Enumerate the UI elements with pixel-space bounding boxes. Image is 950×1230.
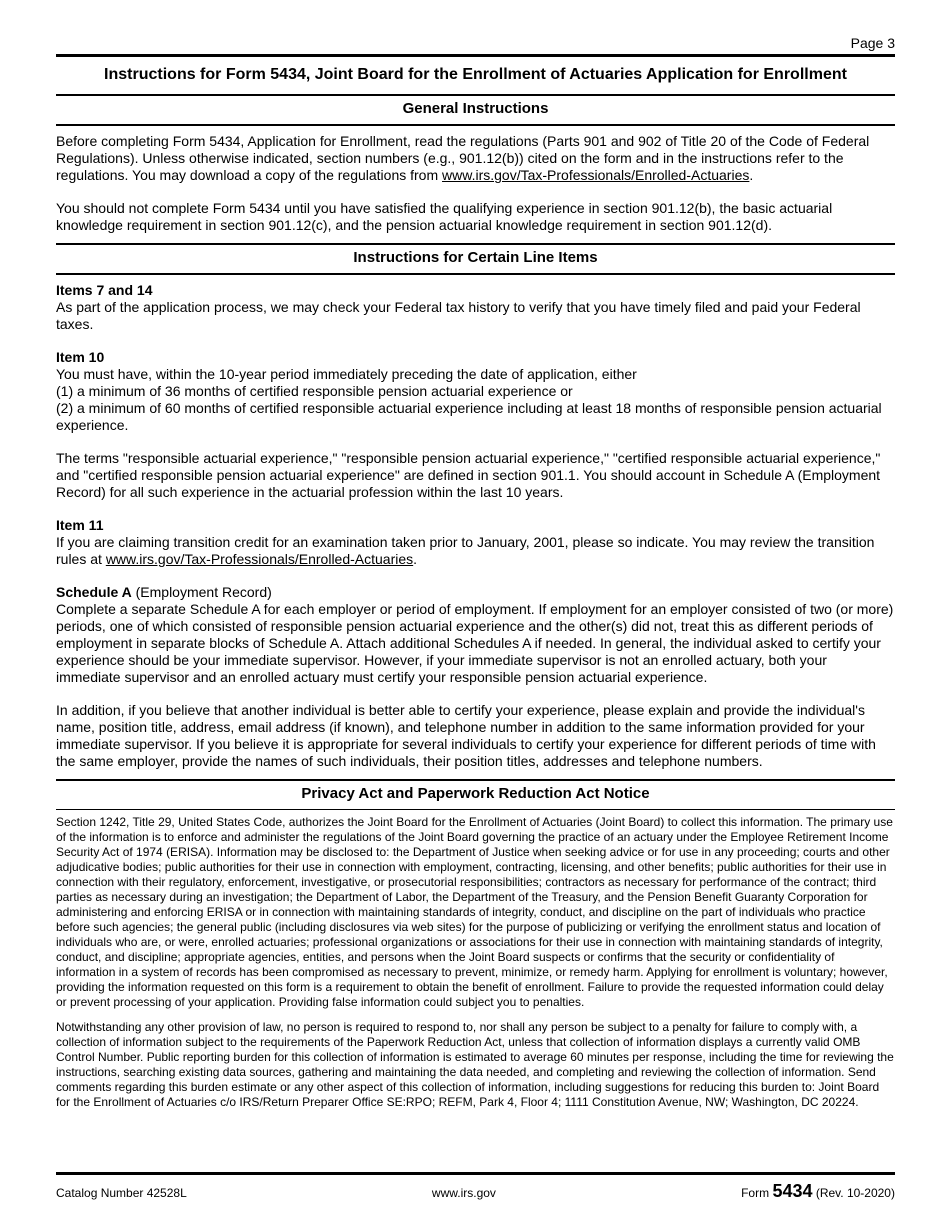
page-number: Page 3 [850,35,895,51]
line-items-heading: Instructions for Certain Line Items [353,249,598,266]
schedule-a-paragraph-2: In addition, if you believe that another individual is better able to certify your experience, please explain and provide the individual's name, position title, address, email address (if known), and telephone number in addition to the same information provided for your immediate supervisor. If you believe it is appropriate for several individuals to certify your experience for different periods of time with the same employer, provide the names of such individuals, their position titles, addresses and telephone numbers. [56,702,876,769]
item-10-line-3: (2) a minimum of 60 months of certified responsible actuarial experience including at least 18 months of responsible pension actuarial experience. [56,400,882,433]
catalog-number: Catalog Number 42528L [56,1186,187,1200]
item-10-paragraph-2: The terms "responsible actuarial experience," "responsible pension actuarial experience," "certified responsible actuarial experience," and "certified responsible pension actuarial experience" are defined in section 901.1. You should account in Schedule A (Employment Record) for all such experience in the actuarial profession within the last 10 years. [56,450,881,500]
regulations-link[interactable]: www.irs.gov/Tax-Professionals/Enrolled-Actuaries [442,167,750,183]
item-10-line-2: (1) a minimum of 36 months of certified responsible pension actuarial experience or [56,383,573,399]
privacy-section [56,815,895,1110]
general-paragraph-1: Before completing Form 5434, Application for Enrollment, read the regulations (Parts 901 and 902 of Title 20 of the Code of Federal Regulations). Unless otherwise indicated, section numbers (e.g., 901.12(b)) cited on the form and in the instructions refer to the regulations. You may download a copy of the regulations from www.irs.gov/Tax-Professionals/Enrolled-Actuaries. [56,133,870,183]
page [56,0,895,1110]
item-10-line-1: You must have, within the 10-year period immediately preceding the date of application, either [56,366,637,382]
general-paragraph-2: You should not complete Form 5434 until you have satisfied the qualifying experience in section 901.12(b), the basic actuarial knowledge requirement in section 901.12(c), and the pension actuarial knowledge requirement in section 901.12(d). [56,200,833,233]
privacy-paragraph-1: Section 1242, Title 29, United States Code, authorizes the Joint Board for the Enrollment of Actuaries (Joint Board) to collect this information. The primary use of the information is to enforce and administer the regulations of the Joint Board governing the practice of an actuary under the Employee Retirement Income Security Act of 1974 (ERISA). Information may be disclosed to: the Department of Justice when seeking advice or for use in any proceeding; courts and other adjudicative bodies; public authorities for their use in connection with employment, contracting, licensing, and other benefits; public authorities for their use in connection with their regulatory, enforcement, investigative, or prosecutorial responsibilities; contractors as necessary for performance of the contract; third parties as necessary during an investigation; the Department of Labor, the Department of the Treasury, and the Pension Benefit Guaranty Corporation for administering and enforcing ERISA or in connection with maintaining standards of integrity, conduct, and discipline on the part of individuals who practice before such agencies; the general public (including disclosures via web sites) for the purpose of publicizing or verifying the enrollment status and location of individuals who are, or were, enrolled actuaries; professional organizations or associations for their use in connection with maintaining standards of integrity, conduct, and discipline; appropriate agencies, entities, and persons when the Joint Board suspects or confirms that the security or confidentiality of information in a system of records has been compromised as necessary to prevent, minimize, or remedy harm. Applying for enrollment is voluntary; however, providing the information requested on this form is a requirement to obtain the benefit of enrollment. Failure to provide the requested information could delay or prevent processing of your application. Providing false information could subject you to penalties. [56,815,893,1009]
website-link[interactable]: www.irs.gov [431,1186,496,1200]
items-7-14-text: As part of the application process, we may check your Federal tax history to verify that you have timely filed and paid your Federal taxes. [56,299,861,332]
item-11-text: If you are claiming transition credit for an examination taken prior to January, 2001, please so indicate. You may review the transition rules at www.irs.gov/Tax-Professionals/Enrolled-Actuaries. [56,534,875,567]
privacy-paragraph-2: Notwithstanding any other provision of law, no person is required to respond to, nor shall any person be subject to a penalty for failure to comply with, a collection of information subject to the requirements of the Paperwork Reduction Act, unless that collection of information displays a currently valid OMB Control Number. Public reporting burden for this collection of information is estimated to average 60 minutes per response, including the time for reviewing the instructions, searching existing data sources, gathering and maintaining the data needed, and completing and reviewing the collection of information. Send comments regarding this burden estimate or any other aspect of this collection of information, including suggestions for reducing this burden to: Joint Board for the Enrollment of Actuaries c/o IRS/Return Preparer Office SE:RPO; REFM, Park 4, Floor 4; 1111 Constitution Avenue, NW; Washington, DC 20224. [56,1020,894,1109]
transition-rules-link[interactable]: www.irs.gov/Tax-Professionals/Enrolled-Actuaries [105,551,414,567]
form-id: Form 5434 (Rev. 10-2020) [741,1181,895,1201]
schedule-a-label: Schedule A (Employment Record) [56,584,272,600]
footer [56,1172,895,1202]
schedule-a-paragraph-1: Complete a separate Schedule A for each employer or period of employment. If employment for an employer consisted of two (or more) periods, one of which consisted of responsible pension actuarial experience and the other(s) did not, treat this as different periods of employment in separate blocks of Schedule A. Attach additional Schedules A if needed. In general, the individual asked to certify your experience should be your immediate supervisor. However, if your immediate supervisor is not an enrolled actuary, both your immediate supervisor and an enrolled actuary must certify your responsible pension actuarial experience. [56,601,894,685]
item-11-label: Item 11 [56,517,104,533]
items-7-14-label: Items 7 and 14 [56,282,153,298]
document-title: Instructions for Form 5434, Joint Board for the Enrollment of Actuaries Application for Enrollment [104,66,847,83]
privacy-heading: Privacy Act and Paperwork Reduction Act Notice [301,785,650,802]
general-instructions-heading: General Instructions [402,100,549,117]
item-10-label: Item 10 [56,349,105,365]
